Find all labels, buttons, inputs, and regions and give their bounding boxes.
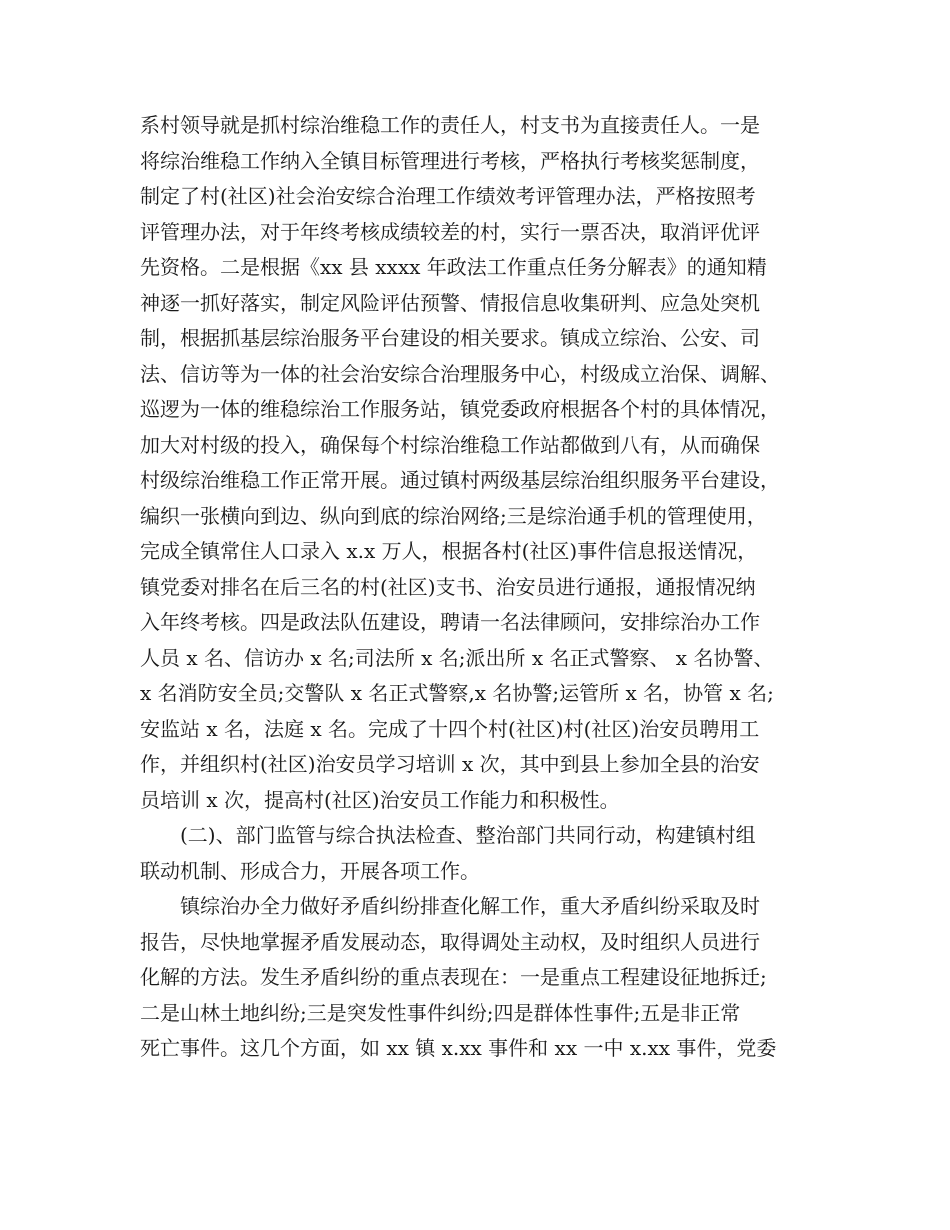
text-line: x 名消防安全员;交警队 x 名正式警察,x 名协警;运管所 x 名，协管 x 名; — [140, 681, 774, 705]
text-line: 编织一张横向到边、纵向到底的综治网络;三是综治通手机的管理使用， — [140, 503, 767, 528]
text-line: 二是山林土地纠纷;三是突发性事件纠纷;四是群体性事件;五是非正常 — [140, 1000, 741, 1025]
text-line: 镇综治办全力做好矛盾纠纷排查化解工作，重大矛盾纠纷采取及时 — [180, 894, 760, 918]
text-line: 制定了村(社区)社会治安综合治理工作绩效考评管理办法，严格按照考 — [140, 184, 756, 208]
text-line: 加大对村级的投入，确保每个村综治维稳工作站都做到八有，从而确保 — [140, 432, 760, 457]
text-line: 报告，尽快地掌握矛盾发展动态，取得调处主动权，及时组织人员进行 — [140, 929, 760, 954]
text-line: 制，根据抓基层综治服务平台建设的相关要求。镇成立综治、公安、司 — [140, 326, 760, 350]
text-line: 员培训 x 次，提高村(社区)治安员工作能力和积极性。 — [140, 787, 620, 812]
text-line: 完成全镇常住人口录入 x.x 万人，根据各村(社区)事件信息报送情况， — [140, 539, 758, 563]
paragraph-1 — [140, 108, 830, 818]
paragraph-2-section-heading — [140, 818, 830, 889]
text-line: 安监站 x 名，法庭 x 名。完成了十四个村(社区)村(社区)治安员聘用工 — [140, 716, 760, 741]
text-line: 评管理办法，对于年终考核成绩较差的村，实行一票否决，取消评优评 — [140, 219, 760, 244]
text-line: (二)、部门监管与综合执法检查、整治部门共同行动，构建镇村组 — [180, 823, 756, 847]
text-line: 联动机制、形成合力，开展各项工作。 — [140, 858, 480, 883]
text-line: 法、信访等为一体的社会治安综合治理服务中心，村级成立治保、调解、 — [140, 361, 780, 386]
text-line: 神逐一抓好落实，制定风险评估预警、情报信息收集研判、应急处突机 — [140, 290, 760, 315]
text-line: 作，并组织村(社区)治安员学习培训 x 次，其中到县上参加全县的治安 — [140, 752, 760, 776]
text-line: 化解的方法。发生矛盾纠纷的重点表现在：一是重点工程建设征地拆迁; — [140, 965, 767, 989]
text-line: 入年终考核。四是政法队伍建设，聘请一名法律顾问，安排综治办工作 — [140, 610, 760, 634]
paragraph-3 — [140, 889, 830, 1067]
text-line: 镇党委对排名在后三名的村(社区)支书、治安员进行通报，通报情况纳 — [140, 574, 756, 599]
document-page — [140, 108, 830, 1067]
text-line: 系村领导就是抓村综治维稳工作的责任人，村支书为直接责任人。一是 — [140, 113, 760, 137]
text-line: 人员 x 名、信访办 x 名;司法所 x 名;派出所 x 名正式警察、 x 名协警、 — [140, 645, 774, 670]
text-line: 先资格。二是根据《xx 县 xxxx 年政法工作重点任务分解表》的通知精 — [140, 255, 767, 279]
text-line: 巡逻为一体的维稳综治工作服务站，镇党委政府根据各个村的具体情况， — [140, 397, 780, 421]
text-line: 将综治维稳工作纳入全镇目标管理进行考核，严格执行考核奖惩制度， — [140, 148, 760, 173]
text-line: 死亡事件。这几个方面，如 xx 镇 x.xx 事件和 xx 一中 x.xx 事件，党委 — [140, 1036, 777, 1060]
text-line: 村级综治维稳工作正常开展。通过镇村两级基层综治组织服务平台建设， — [140, 468, 780, 492]
